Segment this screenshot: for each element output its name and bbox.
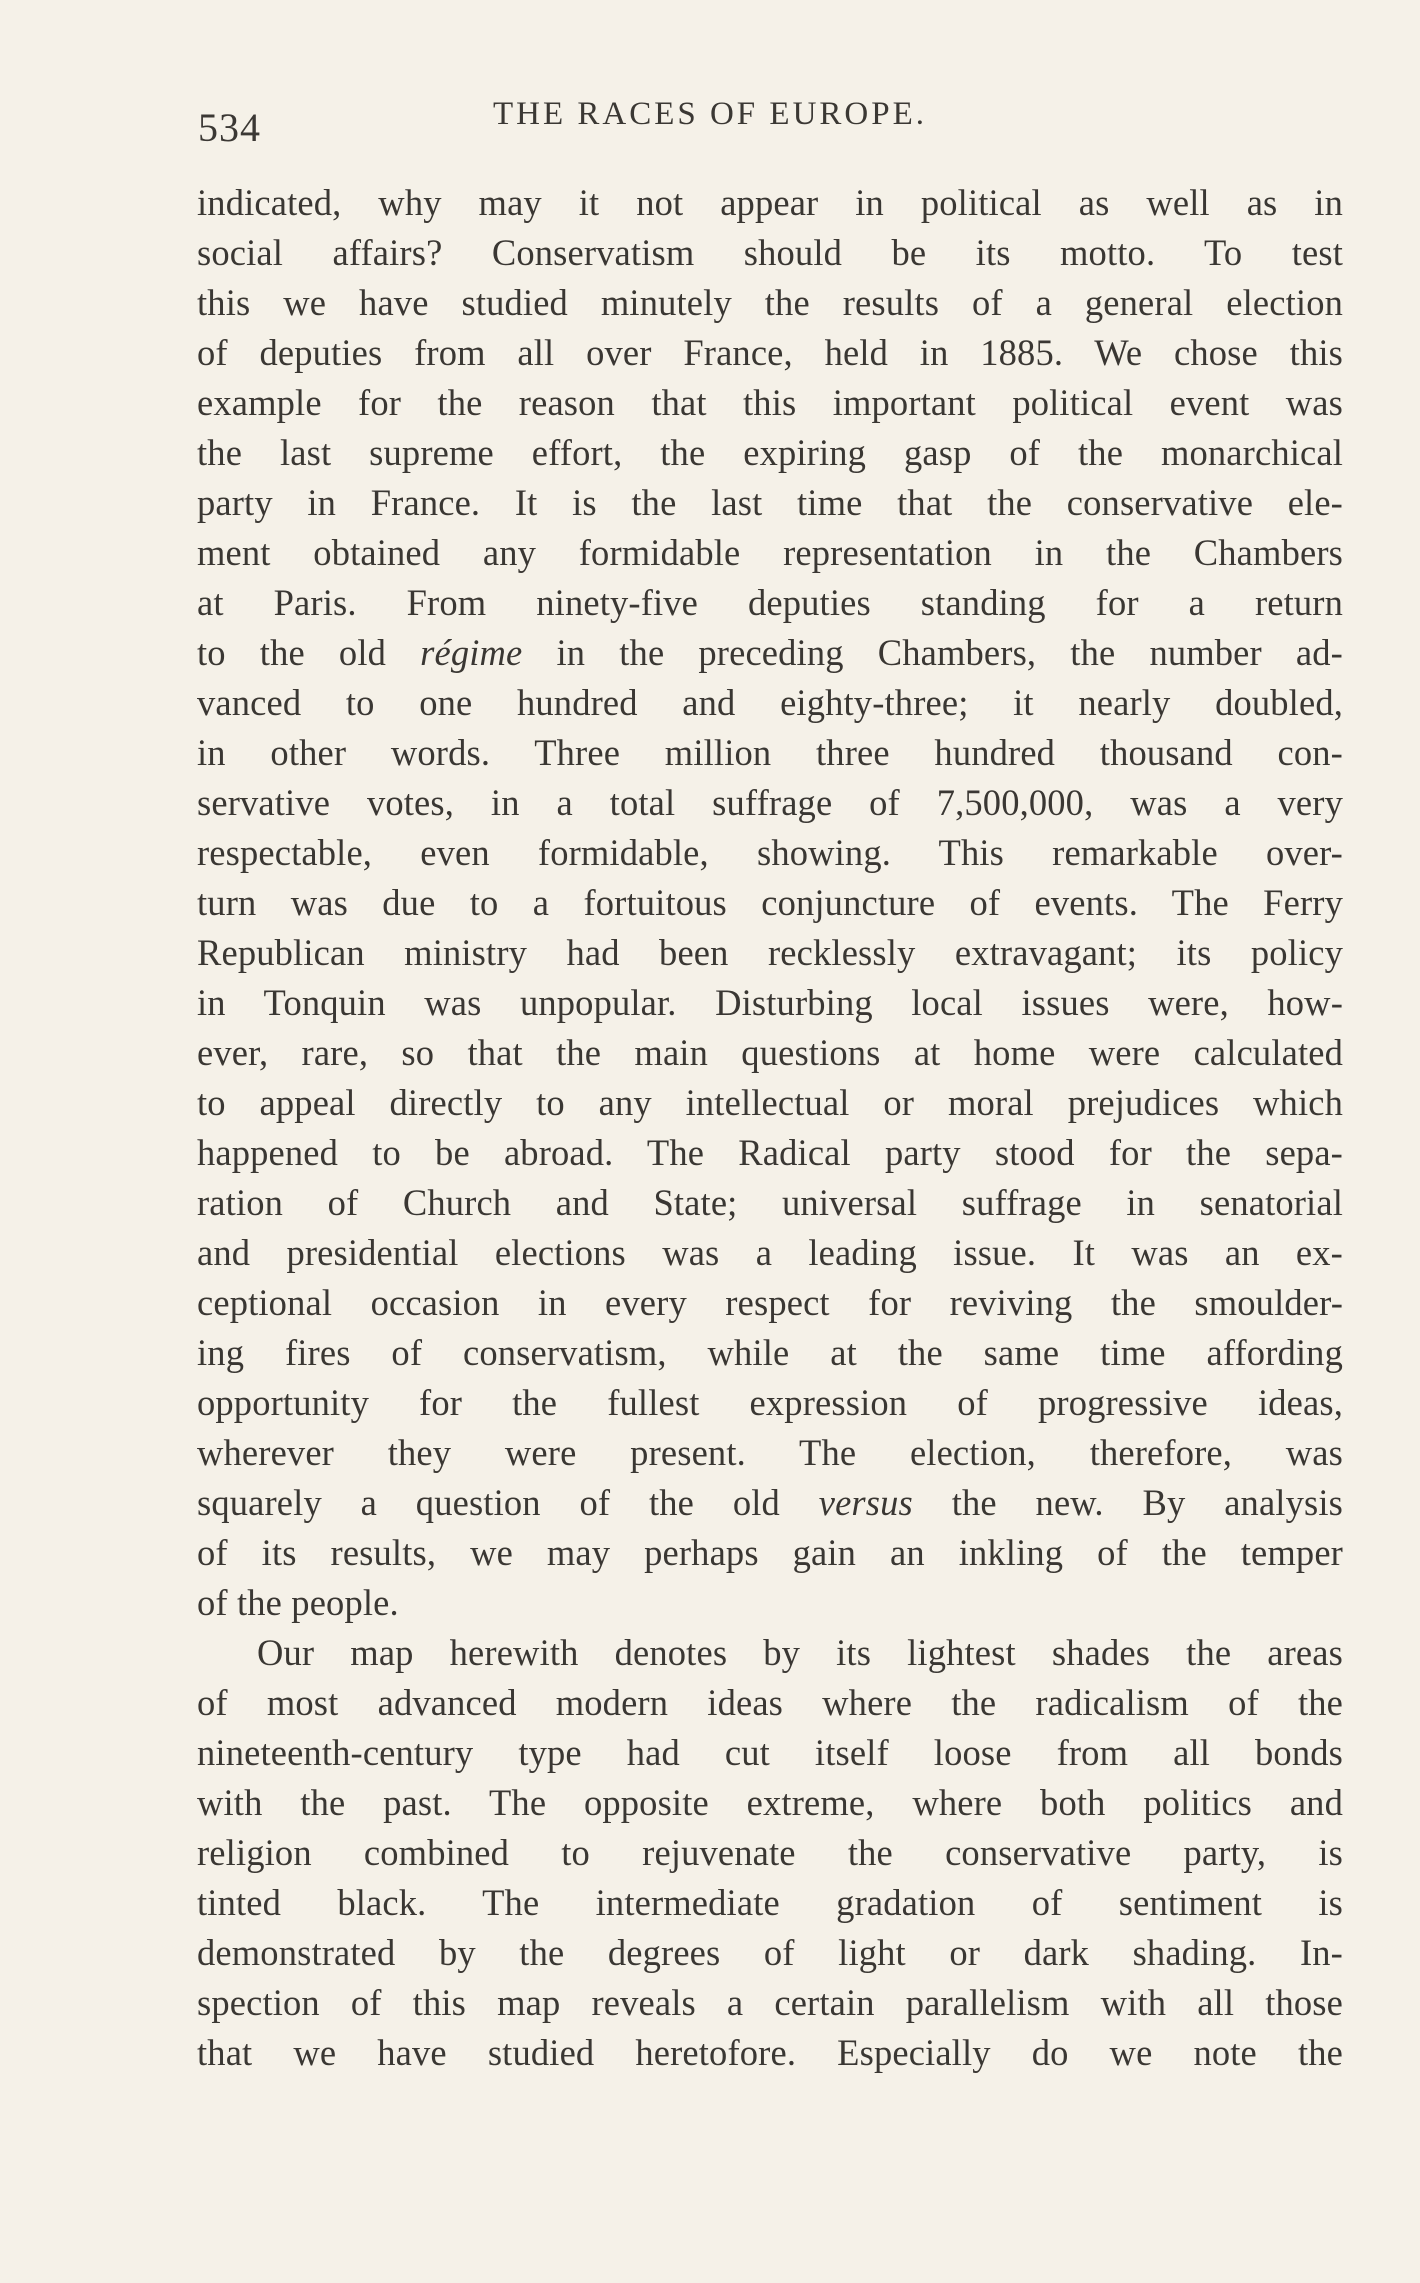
italic-word: versus [818,1482,913,1523]
text-line: at Paris. From ninety-five deputies standing for a return [197,582,1343,623]
text-line: that we have studied heretofore. Especially do we note the [197,2032,1343,2073]
text-line: happened to be abroad. The Radical party stood for the sepa- [197,1132,1343,1173]
text-line: indicated, why may it not appear in political as well as in [197,182,1343,223]
text-line: respectable, even formidable, showing. This remarkable over- [197,832,1343,873]
text-line: spection of this map reveals a certain parallelism with all those [197,1982,1343,2023]
text-line: religion combined to rejuvenate the conservative party, is [197,1832,1343,1873]
text-line: nineteenth-century type had cut itself loose from all bonds [197,1732,1343,1773]
paragraph-1 [197,178,1343,1628]
paragraph-2 [197,1628,1343,2078]
text-line: and presidential elections was a leading issue. It was an ex- [197,1232,1343,1273]
running-head: THE RACES OF EUROPE. [492,96,928,132]
italic-word: régime [420,632,523,673]
text-line: social affairs? Conservatism should be its motto. To test [197,232,1343,273]
text-line: opportunity for the fullest expression of progressive ideas, [197,1382,1343,1423]
text-line: Republican ministry had been recklessly extravagant; its policy [197,932,1343,973]
text-line: with the past. The opposite extreme, where both politics and [197,1782,1343,1823]
text-line: ever, rare, so that the main questions at home were calculated [197,1032,1343,1073]
text-line: ceptional occasion in every respect for reviving the smoulder- [197,1282,1343,1323]
text-line: ment obtained any formidable representation in the Chambers [197,532,1343,573]
text-line: servative votes, in a total suffrage of 7,500,000, was a very [197,782,1343,823]
text-line: vanced to one hundred and eighty-three; it nearly doubled, [197,682,1343,723]
text-line: Our map herewith denotes by its lightest shades the areas [257,1632,1343,1673]
text-line: wherever they were present. The election, therefore, was [197,1432,1343,1473]
text-line: this we have studied minutely the results of a general election [197,282,1343,323]
text-line: of the people. [197,1582,399,1623]
text-line: of its results, we may perhaps gain an inkling of the temper [197,1532,1343,1573]
body-text [197,178,1343,2078]
text-line: of deputies from all over France, held in 1885. We chose this [197,332,1343,373]
text-line: in other words. Three million three hundred thousand con- [197,732,1343,773]
text-line-with-italic [197,628,1343,678]
text-run: the new. By analysis [912,1482,1343,1523]
text-line: ing fires of conservatism, while at the same time affording [197,1332,1343,1373]
text-line: example for the reason that this important political event was [197,382,1343,423]
text-line: demonstrated by the degrees of light or dark shading. In- [197,1932,1343,1973]
text-run: squarely a question of the old [197,1482,819,1523]
text-line: ration of Church and State; universal suffrage in senatorial [197,1182,1343,1223]
text-run: in the preceding Chambers, the number ad- [522,632,1343,673]
text-line: tinted black. The intermediate gradation of sentiment is [197,1882,1343,1923]
text-line-with-italic [197,1478,1343,1528]
text-line: turn was due to a fortuitous conjuncture of events. The Ferry [197,882,1343,923]
text-line: to appeal directly to any intellectual or moral prejudices which [197,1082,1343,1123]
text-line: party in France. It is the last time that the conservative ele- [197,482,1343,523]
text-line: in Tonquin was unpopular. Disturbing local issues were, how- [197,982,1343,1023]
text-line: of most advanced modern ideas where the radicalism of the [197,1682,1343,1723]
text-line: the last supreme effort, the expiring gasp of the monarchical [197,432,1343,473]
text-run: to the old [197,632,421,673]
page-number: 534 [198,105,261,150]
